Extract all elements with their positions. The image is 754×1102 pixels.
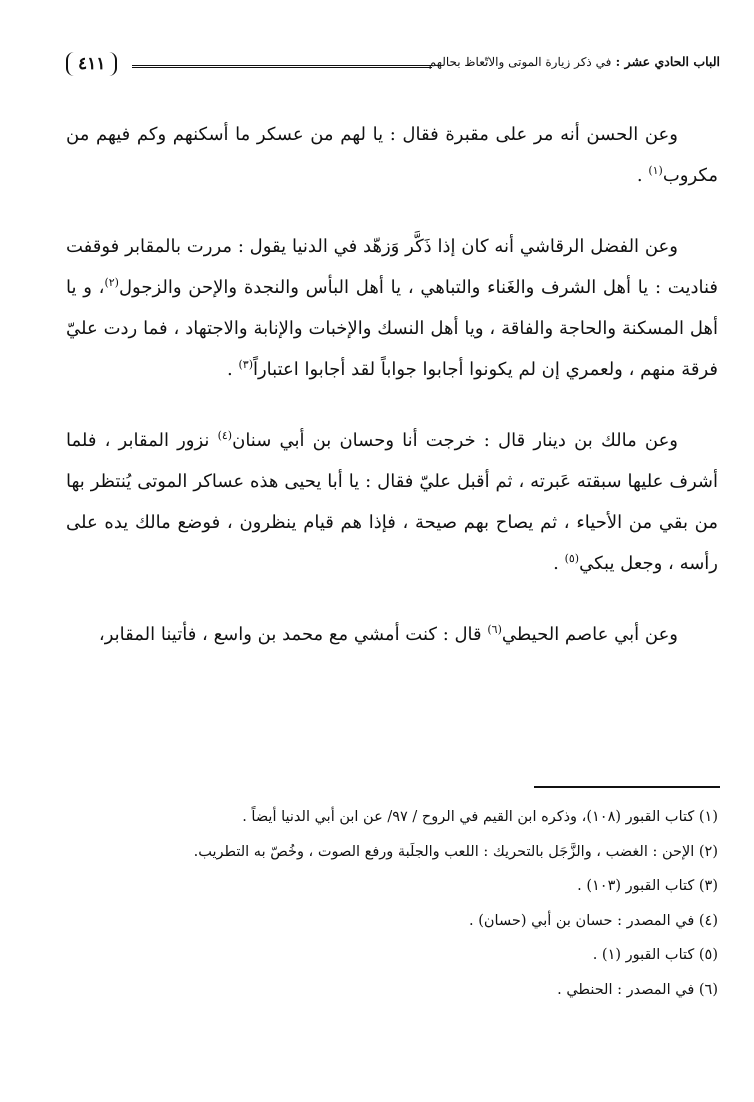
footnote: (٢) الإحن : الغضب ، والزَّجَل بالتحريك : اللعب والجلَبة ورفع الصوت ، وخُصّ به التطريب. <box>193 843 718 860</box>
paragraph: وعن الفضل الرقاشي أنه كان إذا ذَكَّر وَزهّد في الدنيا يقول : مررت بالمقابر فوقفت فناديت : يا أهل الشرف والغَناء والتباهي ، يا أهل البأس والنجدة والإحن والزجول$^{(٢)}$، و يا أهل المسكنة والحاجة والفاقة ، ويا أهل النسك والإخبات والإنابة والاجتهاد ، فما ردت عليّ فرقة منهم ، ولعمري إن لم يكونوا أجابوا جواباً لقد أجابوا اعتباراً$^{(٣)}$ . <box>66 236 718 380</box>
footnote: (١) كتاب القبور (١٠٨)، وذكره ابن القيم في الروح / ٩٧/ عن ابن أبي الدنيا أيضاً . <box>242 809 718 825</box>
paragraph: وعن الحسن أنه مر على مقبرة فقال : يا لهم من عسكر ما أسكنهم وكم فيهم من مكروب$^{(١)}$ . <box>66 124 718 186</box>
footnote: (٤) في المصدر : حسان بن أبي (حسان) . <box>469 912 718 929</box>
footnote-ref: (٢) <box>104 276 119 289</box>
page-header <box>60 48 720 88</box>
chapter-subtitle: في ذكر زيارة الموتى والاتّعاظ بحالهم <box>428 55 612 69</box>
paragraph: وعن أبي عاصم الحيطي$^{(٦)}$ قال : كنت أمشي مع محمد بن واسع ، فأتينا المقابر، <box>98 623 678 645</box>
footnotes <box>60 800 718 1007</box>
running-title <box>429 54 720 69</box>
footnote: (٦) في المصدر : الحنطي . <box>557 981 718 998</box>
footnote-ref: (٣) <box>238 358 253 371</box>
footnote: (٣) كتاب القبور (١٠٣) . <box>577 878 718 894</box>
footnote-ref: (١) <box>648 164 663 177</box>
paragraph: وعن مالك بن دينار قال : خرجت أنا وحسان بن أبي سنان$^{(٤)}$ نزور المقابر ، فلما أشرف عليها سبقته عَبرته ، ثم أقبل عليّ فقال : يا أبا يحيى هذه عساكر الموتى يُنتظر بها من بقي من الأحياء ، ثم يصاح بهم صيحة ، فإذا هم قيام ينظرون ، فوضع مالك يده على رأسه ، وجعل يبكي$^{(٥)}$ . <box>66 429 718 574</box>
footnote-ref: (٤) <box>217 429 233 442</box>
footnote: (٥) كتاب القبور (١) . <box>592 947 718 963</box>
header-rule <box>132 65 432 68</box>
footnote-separator <box>534 786 720 788</box>
footnote-ref: (٦) <box>487 623 502 636</box>
body-text <box>66 114 718 685</box>
page-number: ٤١١ <box>66 52 117 76</box>
chapter-title: الباب الحادي عشر : <box>615 54 720 69</box>
footnote-ref: (٥) <box>564 552 580 565</box>
